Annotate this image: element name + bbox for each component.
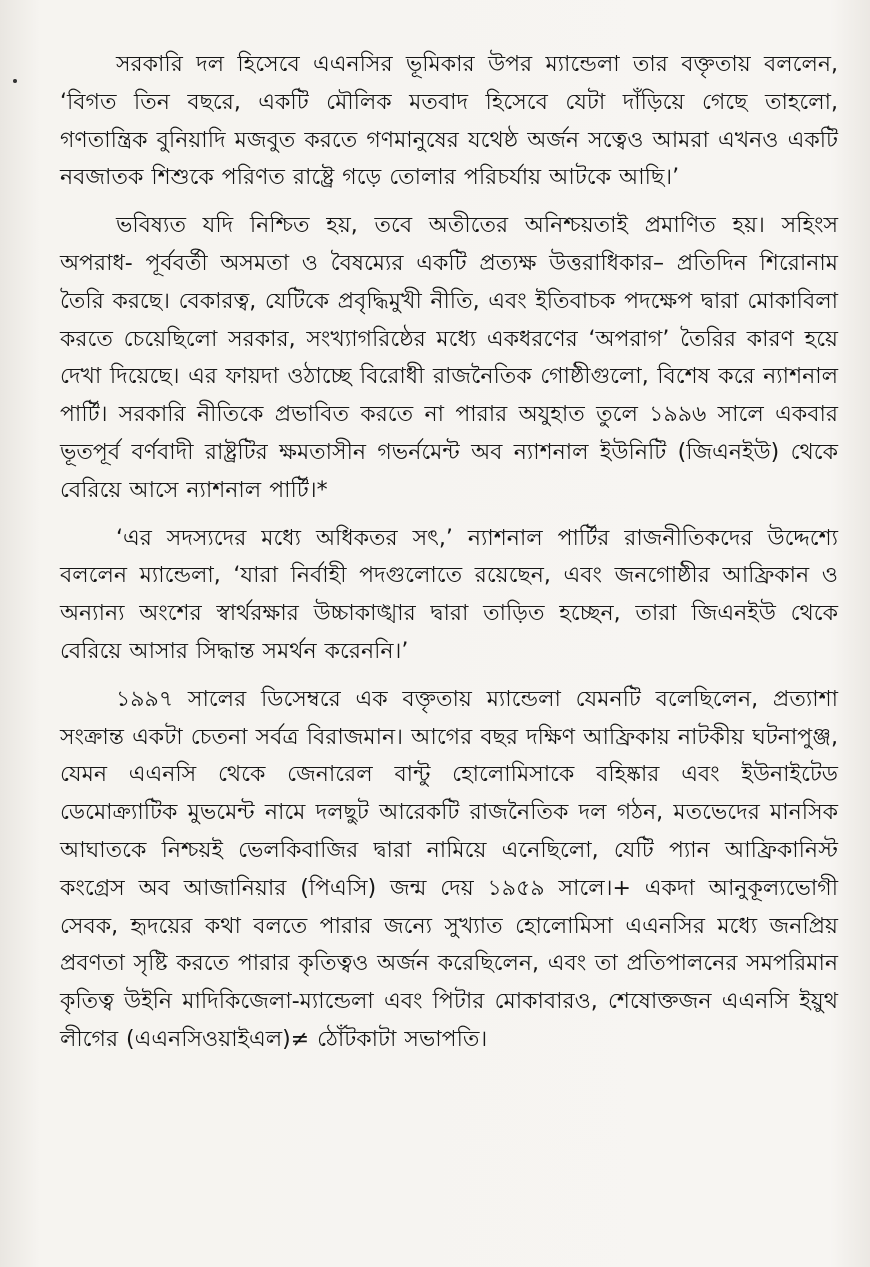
paragraph-december-1997: ১৯৯৭ সালের ডিসেম্বরে এক বক্তৃতায় ম্যান্ডেলা যেমনটি বলেছিলেন, প্রত্যাশা সংক্রান্ত একটা চেতনা সর্বত্র বিরাজমান। আগের বছর দক্ষিণ আফ্রিকায় নাটকীয় ঘটনাপুঞ্জ, যেমন এএনসি থেকে জেনারেল বান্টু হোলোমিসাকে বহিষ্কার এবং ইউনাইটেড ডেমোক্র্যাটিক মুভমেন্ট নামে দলছুট আরেকটি রাজনৈতিক দল গঠন, মতভেদের মানসিক আঘাতকে নিশ্চয়ই ভেলকিবাজির দ্বারা নামিয়ে এনেছিলো, যেটি প্যান আফ্রিকানিস্ট কংগ্রেস অব আজানিয়ার (পিএসি) জন্ম দেয় ১৯৫৯ সালে।+ একদা আনুকূল্যভোগী সেবক, হৃদয়ের কথা বলতে পারার জন্যে সুখ্যাত হোলোমিসা এএনসির মধ্যে জনপ্রিয় প্রবণতা সৃষ্টি করতে পারার কৃতিত্বও অর্জন করেছিলেন, এবং তা প্রতিপালনের সমপরিমান কৃতিত্ব উইনি মাদিকিজেলা-ম্যান্ডেলা এবং পিটার মোকাবারও, শেষোক্তজন এএনসি ইয়ুথ লীগের (এএনসিওয়াইএল)≠ ঠোঁটকাটা সভাপতি। [60,686,838,1052]
paragraph-anc-role: সরকারি দল হিসেবে এএনসির ভূমিকার উপর ম্যান্ডেলা তার বক্তৃতায় বললেন, ‘বিগত তিন বছরে, একটি মৌলিক মতবাদ হিসেবে যেটা দাঁড়িয়ে গেছে তাহলো, গণতান্ত্রিক বুনিয়াদি মজবুত করতে গণমানুষের যথেষ্ঠ অর্জন সত্বেও আমরা এখনও একটি নবজাতক শিশুকে পরিণত রাষ্ট্রে গড়ে তোলার পরিচর্যায় আটকে আছি।’ [60,52,838,191]
paragraph-future-past: ভবিষ্যত যদি নিশ্চিত হয়, তবে অতীতের অনিশ্চয়তাই প্রমাণিত হয়। সহিংস অপরাধ- পূর্ববর্তী অসমতা ও বৈষম্যের একটি প্রত্যক্ষ উত্তরাধিকার– প্রতিদিন শিরোনাম তৈরি করছে। বেকারত্ব, যেটিকে প্রবৃদ্ধিমুখী নীতি, এবং ইতিবাচক পদক্ষেপ দ্বারা মোকাবিলা করতে চেয়েছিলো সরকার, সংখ্যাগরিষ্ঠের মধ্যে একধরণের ‘অপরাগ’ তৈরির কারণ হয়ে দেখা দিয়েছে। এর ফায়দা ওঠাচ্ছে বিরোধী রাজনৈতিক গোষ্ঠীগুলো, বিশেষ করে ন্যাশনাল পার্টি। সরকারি নীতিকে প্রভাবিত করতে না পারার অযুহাত তুলে ১৯৯৬ সালে একবার ভূতপূর্ব বর্ণবাদী রাষ্ট্রটির ক্ষমতাসীন গভর্নমেন্ট অব ন্যাশনাল ইউনিটি (জিএনইউ) থেকে বেরিয়ে আসে ন্যাশনাল পার্টি।* [60,213,838,503]
paragraph-national-party: ‘এর সদস্যদের মধ্যে অধিকতর সৎ,’ ন্যাশনাল পার্টির রাজনীতিকদের উদ্দেশ্যে বললেন ম্যান্ডেলা, ‘যারা নির্বাহী পদগুলোতে রয়েছেন, এবং জনগোষ্ঠীর আফ্রিকান ও অন্যান্য অংশের স্বার্থরক্ষার উচ্চাকাঙ্খার দ্বারা তাড়িত হচ্ছেন, তারা জিএনইউ থেকে বেরিয়ে আসার সিদ্ধান্ত সমর্থন করেননি।’ [60,525,838,664]
page-text [60,46,838,1059]
print-speck [13,79,17,83]
